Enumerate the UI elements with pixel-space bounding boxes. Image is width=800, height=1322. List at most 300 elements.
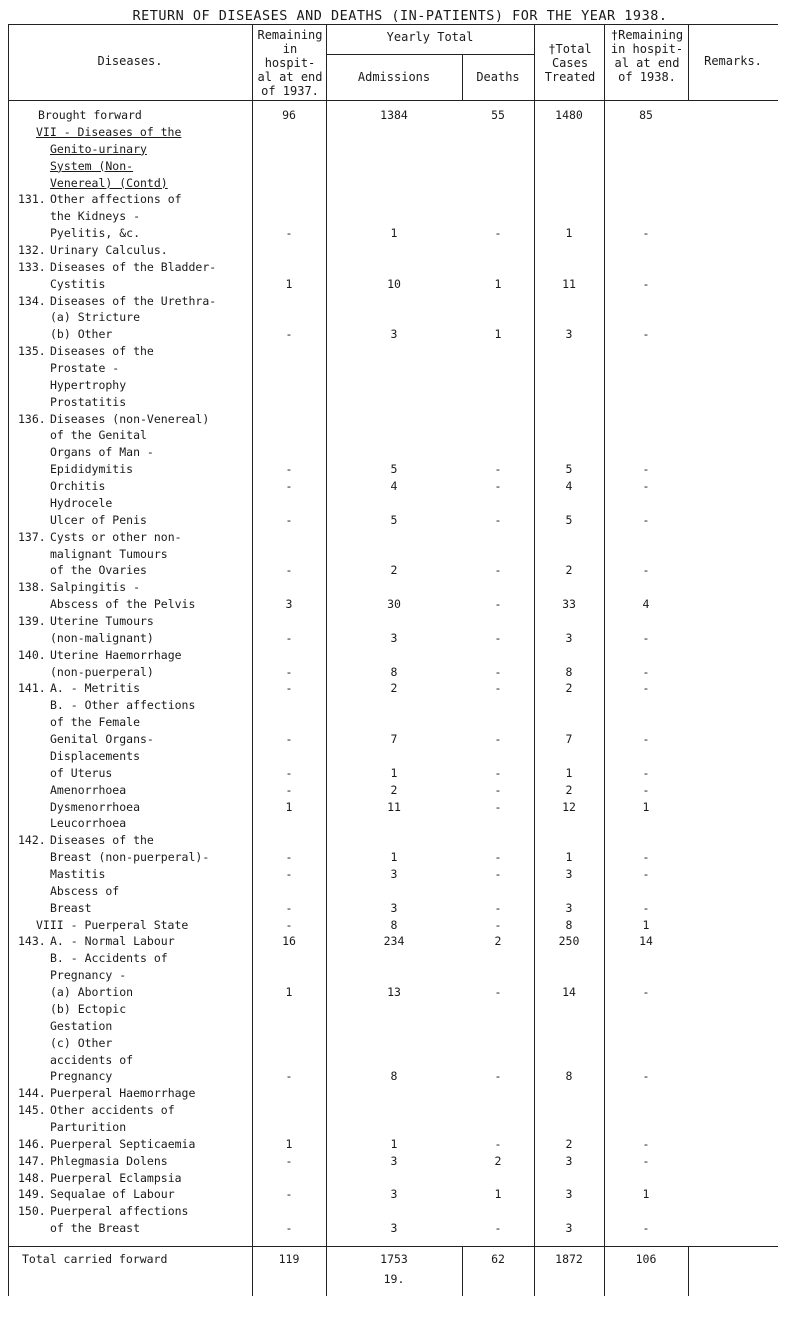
table-row: [8, 378, 778, 392]
cell-remaining-1937: -: [285, 732, 293, 746]
table-row: [8, 1171, 778, 1185]
row-label: Genital Organs-: [50, 732, 154, 746]
cell-admissions: 10: [387, 276, 401, 291]
row-label: Pregnancy: [50, 1069, 113, 1084]
table-row: [8, 176, 778, 190]
cell-remaining-1938: -: [642, 1069, 650, 1084]
table-row: [8, 1154, 778, 1168]
table-row: [8, 428, 778, 442]
row-label: of the Female: [50, 715, 141, 730]
cell-admissions: 234: [383, 934, 405, 949]
table-row: [8, 412, 778, 426]
cell-remaining-1938: 14: [639, 934, 653, 949]
cell-deaths: 2: [494, 1153, 502, 1168]
table-row: [8, 1036, 778, 1050]
cell-remaining-1938: 1: [642, 1187, 650, 1202]
cell-remaining-1937: -: [285, 1187, 293, 1202]
table-row: [8, 1019, 778, 1033]
table-row: [8, 631, 778, 645]
page-title: RETURN OF DISEASES AND DEATHS (IN-PATIENTS) FOR THE YEAR 1938.: [132, 8, 668, 24]
row-label: Organs of Man -: [50, 445, 154, 460]
cell-remaining-1937: 1: [285, 276, 293, 291]
cell-admissions: 2: [390, 782, 398, 797]
table-row: [8, 260, 778, 274]
row-label: Phlegmasia Dolens: [50, 1153, 168, 1168]
header-diseases: Diseases.: [97, 54, 163, 68]
cell-remaining-1938: -: [642, 664, 650, 679]
cell-cases-treated: 3: [565, 867, 573, 881]
table-row: [8, 226, 778, 240]
cell-deaths: -: [494, 479, 502, 493]
header-remarks: Remarks.: [704, 54, 762, 68]
row-label: Prostatitis: [50, 394, 127, 409]
cell-deaths: -: [494, 850, 502, 865]
table-row: [8, 850, 778, 864]
cell-remaining-1937: -: [285, 1221, 293, 1236]
cell-remaining-1937: 1: [285, 799, 293, 814]
table-row: [8, 361, 778, 375]
row-label: (b) Ectopic: [50, 1001, 127, 1016]
cell-admissions: 13: [387, 985, 401, 999]
cell-remaining-1937: -: [285, 900, 293, 915]
row-label: accidents of: [50, 1052, 134, 1067]
cell-remaining-1938: -: [642, 462, 650, 477]
cell-cases-treated: 3: [565, 327, 573, 342]
table-row: [8, 951, 778, 965]
cell-admissions: 1384: [380, 108, 408, 122]
row-number: 149.: [18, 1187, 46, 1202]
cell-remaining-1937: 1: [285, 985, 293, 999]
cell-admissions: 2: [390, 681, 398, 696]
cell-remaining-1938: 4: [642, 597, 650, 612]
cell-deaths: -: [494, 1221, 502, 1236]
row-number: 137.: [18, 529, 46, 544]
header-total-cases: †Total Cases Treated: [544, 42, 596, 84]
row-label: (a) Abortion: [50, 985, 134, 999]
cell-deaths: -: [494, 630, 502, 645]
table-row: [8, 1086, 778, 1100]
cell-remaining-1938: -: [642, 226, 650, 241]
cell-remaining-1937: -: [285, 327, 293, 342]
row-number: 136.: [18, 411, 46, 426]
row-number: 146.: [18, 1136, 46, 1151]
cell-admissions: 5: [390, 512, 398, 527]
table-row: [8, 108, 778, 122]
cell-cases-treated: 2: [565, 782, 573, 797]
row-number: 144.: [18, 1086, 46, 1101]
row-label: Cysts or other non-: [50, 529, 182, 544]
cell-deaths: 2: [494, 934, 502, 949]
cell-cases-treated: 7: [565, 732, 573, 746]
header-admissions: Admissions: [357, 70, 431, 84]
header-yearly-total: Yearly Total: [386, 30, 474, 44]
cell-deaths: 1: [494, 327, 502, 342]
cell-deaths: 1: [494, 276, 502, 291]
cell-remaining-1938: 1: [642, 917, 650, 932]
cell-cases-treated: 2: [565, 681, 573, 696]
table-row: [8, 479, 778, 493]
cell-remaining-1937: -: [285, 917, 293, 932]
row-number: 141.: [18, 681, 46, 696]
total-remaining-1938: 106: [635, 1252, 657, 1266]
cell-cases-treated: 12: [562, 799, 576, 814]
table-row: [8, 665, 778, 679]
table-row: [8, 918, 778, 932]
header-remaining-1937: Remaining in hospit- al at end of 1937.: [257, 28, 323, 98]
cell-remaining-1937: -: [285, 563, 293, 578]
row-label: Other affections of: [50, 192, 182, 207]
row-label: malignant Tumours: [50, 546, 168, 561]
total-deaths: 62: [491, 1252, 505, 1266]
cell-remaining-1938: -: [642, 1153, 650, 1168]
header-divider: [8, 100, 778, 101]
total-divider: [8, 1246, 778, 1247]
row-label: Displacements: [50, 748, 141, 763]
row-number: 132.: [18, 242, 46, 257]
cell-cases-treated: 3: [565, 1187, 573, 1202]
row-number: 147.: [18, 1153, 46, 1168]
row-label: (c) Other: [50, 1035, 113, 1050]
row-label: Prostate -: [50, 361, 120, 375]
cell-remaining-1937: -: [285, 681, 293, 696]
table-row: [8, 597, 778, 611]
cell-deaths: -: [494, 1136, 502, 1151]
cell-cases-treated: 8: [565, 1069, 573, 1084]
total-carried-forward-row: [8, 1252, 778, 1266]
row-number: 148.: [18, 1170, 46, 1185]
row-label: Cystitis: [50, 276, 106, 291]
row-label: Brought forward: [38, 108, 142, 122]
cell-admissions: 30: [387, 597, 401, 612]
table-row: [8, 681, 778, 695]
row-number: 131.: [18, 192, 46, 207]
cell-admissions: 1: [390, 226, 398, 241]
total-cases-treated: 1872: [555, 1252, 583, 1266]
cell-admissions: 8: [390, 664, 398, 679]
row-label: Abscess of: [50, 883, 120, 898]
row-number: 138.: [18, 580, 46, 595]
table-row: [8, 968, 778, 982]
row-label: VII - Diseases of the: [36, 124, 182, 139]
row-label: B. - Other affections: [50, 698, 196, 713]
table-row: [8, 294, 778, 308]
cell-admissions: 4: [390, 479, 398, 493]
table-row: [8, 344, 778, 358]
row-label: Breast: [50, 900, 92, 915]
cell-remaining-1937: -: [285, 462, 293, 477]
row-label: Diseases (non-Venereal): [50, 411, 210, 426]
row-label: Uterine Tumours: [50, 614, 154, 628]
row-label: (b) Other: [50, 327, 113, 342]
row-label: Parturition: [50, 1119, 127, 1134]
table-row: [8, 648, 778, 662]
row-label: Other accidents of: [50, 1103, 175, 1118]
row-label: Leucorrhoea: [50, 816, 127, 831]
table-row: [8, 1221, 778, 1235]
row-label: Venereal) (Contd): [50, 175, 168, 190]
cell-admissions: 1: [390, 850, 398, 865]
row-label: Mastitis: [50, 867, 106, 881]
table-row: [8, 1053, 778, 1067]
cell-deaths: -: [494, 985, 502, 999]
table-row: [8, 698, 778, 712]
table-row: [8, 800, 778, 814]
row-label: Diseases of the Bladder-: [50, 259, 217, 274]
cell-deaths: -: [494, 563, 502, 578]
cell-cases-treated: 3: [565, 900, 573, 915]
row-label: A. - Normal Labour: [50, 934, 175, 949]
cell-cases-treated: 8: [565, 917, 573, 932]
cell-admissions: 3: [390, 630, 398, 645]
table-row: [8, 1204, 778, 1218]
table-row: [8, 462, 778, 476]
table-row: [8, 1069, 778, 1083]
cell-remaining-1937: 16: [282, 934, 296, 949]
table-row: [8, 833, 778, 847]
row-number: 134.: [18, 293, 46, 308]
cell-cases-treated: 1: [565, 850, 573, 865]
cell-deaths: -: [494, 732, 502, 746]
cell-deaths: -: [494, 900, 502, 915]
cell-cases-treated: 33: [562, 597, 576, 612]
cell-deaths: -: [494, 765, 502, 780]
cell-remaining-1938: 1: [642, 799, 650, 814]
row-label: Uterine Haemorrhage: [50, 647, 182, 662]
cell-remaining-1938: -: [642, 765, 650, 780]
cell-admissions: 1: [390, 765, 398, 780]
table-row: [8, 1187, 778, 1201]
cell-remaining-1938: -: [642, 1221, 650, 1236]
row-label: VIII - Puerperal State: [36, 917, 189, 932]
table-row: [8, 327, 778, 341]
row-number: 145.: [18, 1103, 46, 1118]
row-number: 142.: [18, 833, 46, 848]
cell-deaths: -: [494, 1069, 502, 1084]
row-label: Hypertrophy: [50, 377, 127, 392]
cell-deaths: -: [494, 867, 502, 881]
row-label: (a) Stricture: [50, 310, 141, 325]
table-row: [8, 243, 778, 257]
cell-deaths: -: [494, 782, 502, 797]
cell-admissions: 3: [390, 327, 398, 342]
cell-deaths: 55: [491, 108, 505, 122]
table-row: [8, 867, 778, 881]
row-label: Diseases of the Urethra-: [50, 293, 217, 308]
cell-deaths: -: [494, 512, 502, 527]
cell-deaths: 1: [494, 1187, 502, 1202]
cell-remaining-1937: -: [285, 782, 293, 797]
cell-remaining-1937: -: [285, 226, 293, 241]
cell-admissions: 7: [390, 732, 398, 746]
table-row: [8, 513, 778, 527]
row-label: Ulcer of Penis: [50, 512, 147, 527]
row-number: 140.: [18, 647, 46, 662]
cell-deaths: -: [494, 226, 502, 241]
table-row: [8, 209, 778, 223]
cell-remaining-1937: -: [285, 765, 293, 780]
row-label: Dysmenorrhoea: [50, 799, 141, 814]
cell-remaining-1938: -: [642, 985, 650, 999]
table-row: [8, 277, 778, 291]
cell-remaining-1938: 85: [639, 108, 653, 122]
row-label: (non-puerperal): [50, 664, 154, 679]
row-label: Epididymitis: [50, 462, 134, 477]
row-label: Hydrocele: [50, 495, 113, 510]
cell-remaining-1937: -: [285, 867, 293, 881]
table-row: [8, 310, 778, 324]
row-label: Amenorrhoea: [50, 782, 127, 797]
cell-admissions: 2: [390, 563, 398, 578]
row-number: 150.: [18, 1204, 46, 1219]
cell-admissions: 3: [390, 1221, 398, 1236]
page-number-row: [8, 1272, 778, 1286]
cell-remaining-1938: -: [642, 563, 650, 578]
cell-remaining-1937: 1: [285, 1136, 293, 1151]
table-row: [8, 934, 778, 948]
cell-cases-treated: 2: [565, 1136, 573, 1151]
table-row: [8, 530, 778, 544]
row-label: Gestation: [50, 1018, 113, 1033]
cell-cases-treated: 250: [558, 934, 580, 949]
row-number: 139.: [18, 614, 46, 628]
table-row: [8, 1002, 778, 1016]
cell-remaining-1938: -: [642, 479, 650, 493]
cell-remaining-1937: -: [285, 630, 293, 645]
cell-cases-treated: 1: [565, 765, 573, 780]
cell-remaining-1938: -: [642, 782, 650, 797]
cell-remaining-1937: 3: [285, 597, 293, 612]
row-label: B. - Accidents of: [50, 951, 168, 966]
row-label: Breast (non-puerperal)-: [50, 850, 210, 865]
header-remaining-1938: †Remaining in hospit- al at end of 1938.: [610, 28, 684, 84]
table-row: [8, 159, 778, 173]
total-admissions: 1753: [380, 1252, 408, 1266]
row-label: of the Genital: [50, 428, 147, 443]
table-row: [8, 816, 778, 830]
row-label: Salpingitis -: [50, 580, 141, 595]
cell-remaining-1937: -: [285, 1153, 293, 1168]
table-row: [8, 1120, 778, 1134]
table-row: [8, 985, 778, 999]
cell-cases-treated: 14: [562, 985, 576, 999]
cell-cases-treated: 11: [562, 276, 576, 291]
row-label: of the Breast: [50, 1221, 141, 1236]
cell-deaths: -: [494, 664, 502, 679]
table-row: [8, 142, 778, 156]
row-label: Urinary Calculus.: [50, 242, 168, 257]
table-row: [8, 563, 778, 577]
table-row: [8, 1137, 778, 1151]
cell-remaining-1938: -: [642, 850, 650, 865]
cell-remaining-1938: -: [642, 630, 650, 645]
cell-remaining-1937: -: [285, 850, 293, 865]
cell-remaining-1938: -: [642, 276, 650, 291]
cell-cases-treated: 3: [565, 630, 573, 645]
cell-remaining-1937: -: [285, 512, 293, 527]
row-label: Abscess of the Pelvis: [50, 597, 196, 612]
total-label: Total carried forward: [22, 1252, 168, 1266]
header-divider: [326, 54, 534, 55]
row-label: Pyelitis, &c.: [50, 226, 141, 241]
row-label: Diseases of the: [50, 344, 154, 359]
cell-admissions: 8: [390, 917, 398, 932]
cell-admissions: 8: [390, 1069, 398, 1084]
row-label: Pregnancy -: [50, 968, 127, 983]
cell-cases-treated: 1480: [555, 108, 583, 122]
table-row: [8, 884, 778, 898]
cell-remaining-1937: -: [285, 1069, 293, 1084]
cell-cases-treated: 4: [565, 479, 573, 493]
row-label: Puerperal Eclampsia: [50, 1170, 182, 1185]
cell-admissions: 3: [390, 1187, 398, 1202]
table-row: [8, 766, 778, 780]
row-label: of Uterus: [50, 765, 113, 780]
table-row: [8, 125, 778, 139]
table-row: [8, 192, 778, 206]
table-row: [8, 1103, 778, 1117]
cell-remaining-1938: -: [642, 681, 650, 696]
row-number: 143.: [18, 934, 46, 949]
row-label: Puerperal affections: [50, 1204, 189, 1219]
cell-cases-treated: 3: [565, 1221, 573, 1236]
row-label: Puerperal Septicaemia: [50, 1136, 196, 1151]
total-remaining-1937: 119: [278, 1252, 300, 1266]
table-row: [8, 395, 778, 409]
table-row: [8, 580, 778, 594]
table-border-top: [8, 24, 778, 25]
row-label: (non-malignant): [50, 630, 154, 645]
row-label: System (Non-: [50, 158, 134, 173]
cell-deaths: -: [494, 681, 502, 696]
cell-remaining-1938: -: [642, 900, 650, 915]
cell-remaining-1937: 96: [282, 108, 296, 122]
cell-cases-treated: 5: [565, 462, 573, 477]
disease-return-table: [8, 24, 778, 1316]
cell-admissions: 3: [390, 1153, 398, 1168]
row-label: Puerperal Haemorrhage: [50, 1086, 196, 1101]
table-row: [8, 732, 778, 746]
cell-cases-treated: 2: [565, 563, 573, 578]
cell-remaining-1938: -: [642, 867, 650, 881]
table-row: [8, 783, 778, 797]
table-row: [8, 901, 778, 915]
cell-admissions: 5: [390, 462, 398, 477]
cell-cases-treated: 3: [565, 1153, 573, 1168]
cell-admissions: 3: [390, 900, 398, 915]
row-label: Orchitis: [50, 479, 106, 493]
cell-admissions: 11: [387, 799, 401, 814]
page-number: 19.: [383, 1272, 405, 1286]
cell-deaths: -: [494, 597, 502, 612]
cell-remaining-1937: -: [285, 479, 293, 493]
row-number: 133.: [18, 259, 46, 274]
row-label: of the Ovaries: [50, 563, 147, 578]
table-row: [8, 496, 778, 510]
cell-remaining-1938: -: [642, 1136, 650, 1151]
row-label: Sequalae of Labour: [50, 1187, 175, 1202]
cell-remaining-1938: -: [642, 327, 650, 342]
cell-remaining-1937: -: [285, 664, 293, 679]
row-label: the Kidneys -: [50, 209, 141, 224]
table-row: [8, 614, 778, 628]
table-row: [8, 547, 778, 561]
table-row: [8, 749, 778, 763]
cell-deaths: -: [494, 917, 502, 932]
cell-admissions: 3: [390, 867, 398, 881]
cell-cases-treated: 5: [565, 512, 573, 527]
cell-cases-treated: 8: [565, 664, 573, 679]
cell-admissions: 1: [390, 1136, 398, 1151]
